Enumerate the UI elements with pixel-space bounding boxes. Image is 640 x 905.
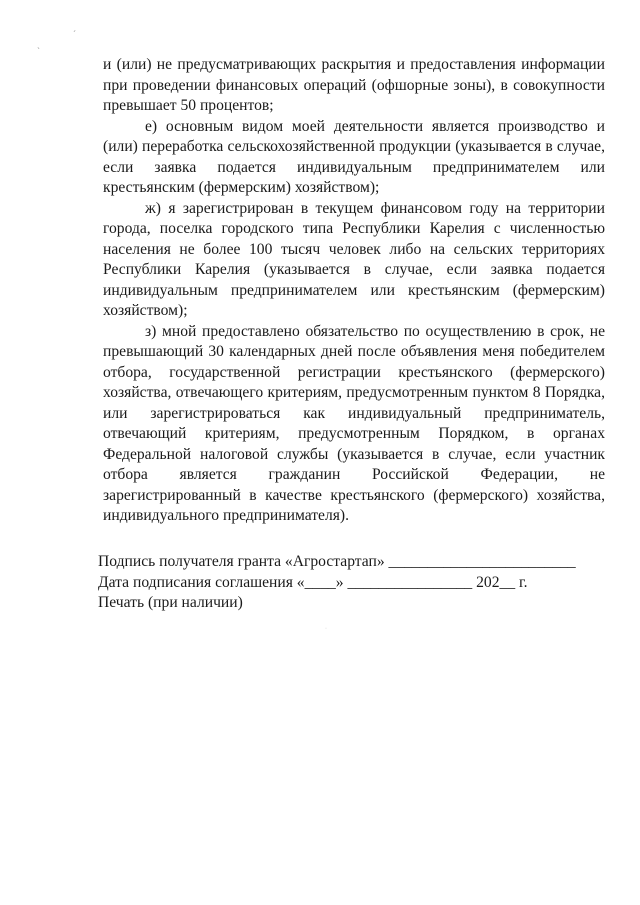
seal-line: Печать (при наличии) (98, 594, 243, 611)
scan-artifact: ˏ (37, 39, 40, 49)
signing-date-line: Дата подписания соглашения «____» ________________ 202__ г. (98, 573, 528, 591)
scan-artifact: ˊ (73, 29, 76, 39)
signature-line: Подпись получателя гранта «Агростартап» ________________________ (98, 553, 576, 570)
paragraph-item-z: з) мной предоставлено обязательство по осуществлению в срок, не превышающий 30 календарных дней после объявления меня победителем отбора, государственной регистрации крестьянского (фермерского) хозяйства, отвечающего критериям, предусмотренным пунктом 8 Порядка, или зарегистрироваться как индивидуальный предприниматель, отвечающий критериям, предусмотренным Порядком, в органах Федеральной налоговой службы (указывается в случае, если участник отбора является гражданин Российской Федерации, не зарегистрированный в качестве крестьянского (фермерского) хозяйства, индивидуального предпринимателя). (103, 322, 605, 524)
scan-artifact: · (325, 626, 327, 632)
document-body (103, 55, 605, 527)
signature-block (98, 552, 578, 614)
paragraph-item-zh: ж) я зарегистрирован в текущем финансовом году на территории города, поселка городского типа Республики Карелия с численностью населения не более 100 тысяч человек либо на сельских территориях Республики Карелия (указывается в случае, если заявка подается индивидуальным предпринимателем или крестьянским (фермерским) хозяйством); (103, 199, 605, 319)
paragraph-item-e: е) основным видом моей деятельности является производство и (или) переработка сельскохозяйственной продукции (указывается в случае, если заявка подается индивидуальным предпринимателем или крестьянским (фермерским) хозяйством); (103, 117, 605, 196)
paragraph-continuation: и (или) не предусматривающих раскрытия и предоставления информации при проведении финансовых операций (офшорные зоны), в совокупности превышает 50 процентов; (103, 56, 605, 114)
